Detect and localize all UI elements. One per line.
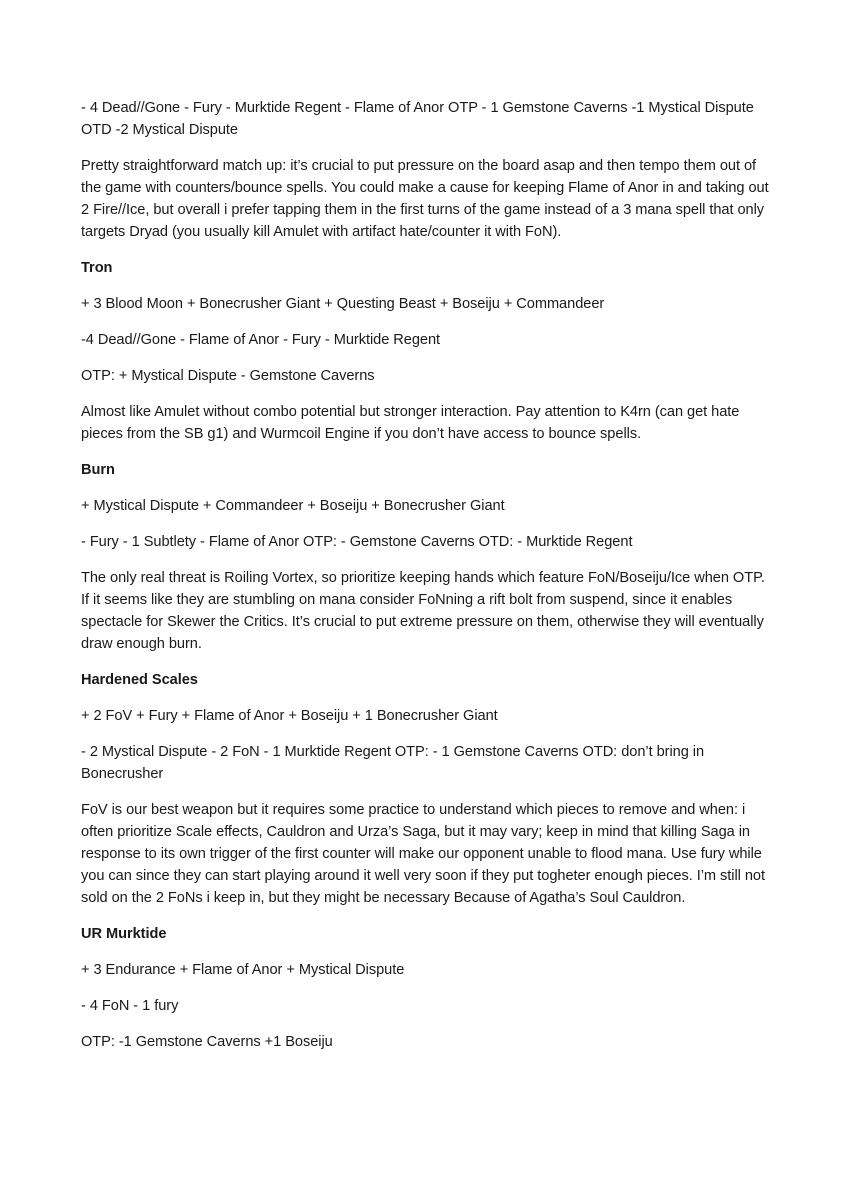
matchup-notes-paragraph: Almost like Amulet without combo potential but stronger interaction. Pay attention to K4rn (can get hate pieces from the SB g1) and Wurmcoil Engine if you don’t have access to bounce spells. bbox=[81, 404, 740, 442]
sideboard-in-line: + 2 FoV + Fury + Flame of Anor + Boseiju + 1 Bonecrusher Giant bbox=[81, 708, 498, 724]
sideboard-in-line: + Mystical Dispute + Commandeer + Boseiju + Bonecrusher Giant bbox=[81, 498, 505, 514]
otp-line: OTP: -1 Gemstone Caverns +1 Boseiju bbox=[81, 1034, 333, 1050]
sideboard-line-previous-matchup: - 4 Dead//Gone - Fury - Murktide Regent - Flame of Anor OTP - 1 Gemstone Caverns -1 Mystical Dispute OTD -2 Mystical Dispute bbox=[81, 100, 754, 138]
section-heading-hardened-scales: Hardened Scales bbox=[81, 672, 198, 688]
matchup-notes-paragraph: FoV is our best weapon but it requires some practice to understand which pieces to remove and when: i often prioritize Scale effects, Cauldron and Urza’s Saga, but it may vary; keep in mind that killing Saga in response to its own trigger of the first counter will make our opponent unable to flood mana. Use fury while you can since they can start playing around it well very soon if they put togheter enough pieces. I’m still not sold on the 2 FoNs i keep in, but they might be necessary Because of Agatha’s Soul Cauldron. bbox=[81, 802, 765, 906]
matchup-notes-paragraph: Pretty straightforward match up: it’s crucial to put pressure on the board asap and then tempo them out of the game with counters/bounce spells. You could make a cause for keeping Flame of Anor in and taking out 2 Fire//Ice, but overall i prefer tapping them in the first turns of the game instead of a 3 mana spell that only targets Dryad (you usually kill Amulet with artifact hate/counter it with FoN). bbox=[81, 158, 769, 240]
sideboard-out-line: - 4 FoN - 1 fury bbox=[81, 998, 179, 1014]
sideboard-out-line: - Fury - 1 Subtlety - Flame of Anor OTP: - Gemstone Caverns OTD: - Murktide Regent bbox=[81, 534, 633, 550]
section-heading-tron: Tron bbox=[81, 260, 113, 276]
section-heading-ur-murktide: UR Murktide bbox=[81, 926, 167, 942]
document-page bbox=[81, 97, 771, 1067]
sideboard-out-line: - 2 Mystical Dispute - 2 FoN - 1 Murktide Regent OTP: - 1 Gemstone Caverns OTD: don’t bring in Bonecrusher bbox=[81, 744, 705, 782]
sideboard-in-line: + 3 Blood Moon + Bonecrusher Giant + Questing Beast + Boseiju + Commandeer bbox=[81, 296, 605, 312]
sideboard-out-line: -4 Dead//Gone - Flame of Anor - Fury - Murktide Regent bbox=[81, 332, 441, 348]
matchup-notes-paragraph: The only real threat is Roiling Vortex, so prioritize keeping hands which feature FoN/Boseiju/Ice when OTP. If it seems like they are stumbling on mana consider FoNning a rift bolt from suspend, since it enables spectacle for Skewer the Critics. It’s crucial to put extreme pressure on them, otherwise they will eventually draw enough burn. bbox=[81, 570, 765, 652]
section-heading-burn: Burn bbox=[81, 462, 115, 478]
otp-line: OTP: + Mystical Dispute - Gemstone Caverns bbox=[81, 368, 375, 384]
sideboard-in-line: + 3 Endurance + Flame of Anor + Mystical Dispute bbox=[81, 962, 405, 978]
